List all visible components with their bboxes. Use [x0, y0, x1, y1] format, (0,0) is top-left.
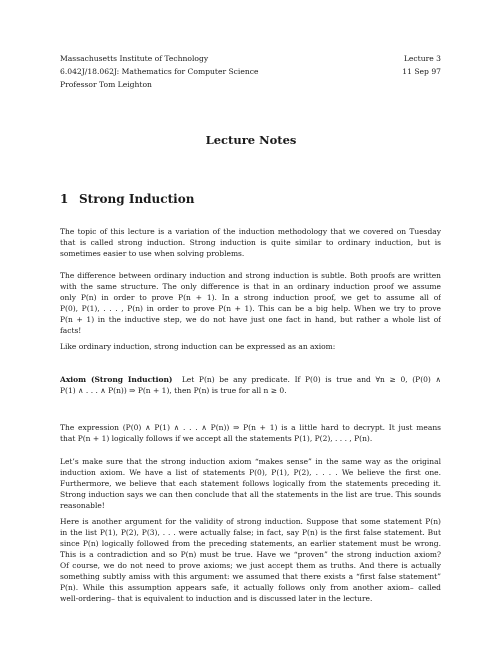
text-line: sometimes easier to use when solving problems. — [60, 249, 245, 258]
lecture-number: Lecture 3 — [403, 54, 441, 63]
course-name: 6.042J/18.062J: Mathematics for Computer Science — [60, 67, 259, 76]
text-line — [60, 374, 441, 385]
header-row-2 — [60, 67, 441, 77]
text-line: that is called strong induction. Strong induction is quite similar to ordinary induction, but is — [60, 238, 441, 247]
text-line: Of course, we do not need to prove axioms; we just accept them as truths. And there is actually — [60, 561, 441, 570]
paragraph-intro — [60, 226, 441, 259]
section-number: 1 — [60, 192, 69, 206]
paragraph-another-argument — [60, 516, 441, 604]
institution: Massachusetts Institute of Technology — [60, 54, 209, 63]
header-row-1 — [60, 54, 441, 64]
instructor: Professor Tom Leighton — [60, 80, 152, 89]
page-title: Lecture Notes — [205, 133, 297, 147]
paragraph-difference — [60, 270, 441, 336]
text-line: since P(n) logically followed from the preceding statements, an earlier statement must be wrong. — [60, 539, 441, 548]
text-line: Like ordinary induction, strong induction can be expressed as an axiom: — [60, 342, 336, 351]
text-line: P(n + 1) in the inductive step, we do not have just one fact in hand, but rather a whole list of — [60, 315, 441, 324]
text-line: Let’s make sure that the strong induction axiom “makes sense” in the same way as the original — [60, 457, 441, 466]
lecture-date: 11 Sep 97 — [402, 67, 441, 76]
text-line: The expression (P(0) ∧ P(1) ∧ . . . ∧ P(n)) ⇒ P(n + 1) is a little hard to decrypt. It just means — [60, 423, 441, 432]
header-row-3 — [60, 80, 441, 90]
text-line: This is a contradiction and so P(n) must be true. Have we “proven” the strong induction axiom? — [60, 550, 441, 559]
section-heading — [60, 192, 194, 206]
text-line: only P(n) in order to prove P(n + 1). In a strong induction proof, we get to assume all of — [60, 293, 441, 302]
text-line: Furthermore, we believe that each statement follows logically from the statements preceding it. — [60, 479, 441, 488]
text-line: in the list P(1), P(2), P(3), . . . were actually false; in fact, say P(n) is the first false statement. But — [60, 528, 441, 537]
text-line: P(0), P(1), . . . , P(n) in order to prove P(n + 1). This can be a big help. When we try to prove — [60, 304, 441, 313]
text-line: with the same structure. The only difference is that in an ordinary induction proof we assume — [60, 282, 441, 291]
axiom-label: Axiom (Strong Induction) — [60, 375, 173, 384]
paragraph-expression — [60, 422, 441, 444]
text-line: The difference between ordinary induction and strong induction is subtle. Both proofs are written — [60, 271, 441, 280]
text-line: facts! — [60, 326, 82, 335]
text-line: induction axiom. We have a list of statements P(0), P(1), P(2), . . . . We believe the first one. — [60, 468, 441, 477]
text-line: well-ordering– that is equivalent to induction and is discussed later in the lecture. — [60, 594, 373, 603]
text-line: reasonable! — [60, 501, 105, 510]
text-line: Here is another argument for the validity of strong induction. Suppose that some statement P(n) — [60, 517, 441, 526]
section-title: Strong Induction — [79, 192, 195, 206]
paragraph-like-ordinary — [60, 341, 441, 352]
text-line: Strong induction says we can then conclude that all the statements in the list are true. This sounds — [60, 490, 441, 499]
text-line: The topic of this lecture is a variation of the induction methodology that we covered on Tuesday — [60, 227, 441, 236]
text-line: something subtly amiss with this argument: we assumed that there exists a “first false statement” — [60, 572, 441, 581]
text-line: P(n). While this assumption appears safe, it actually follows only from another axiom– called — [60, 583, 441, 592]
text-line: that P(n + 1) logically follows if we accept all the statements P(1), P(2), . . . , P(n). — [60, 434, 373, 443]
paragraph-makes-sense — [60, 456, 441, 511]
text-line: P(1) ∧ . . . ∧ P(n)) ⇒ P(n + 1), then P(n) is true for all n ≥ 0. — [60, 386, 287, 395]
axiom-text: Let P(n) be any predicate. If P(0) is true and ∀n ≥ 0, (P(0) ∧ — [181, 375, 441, 384]
axiom-strong-induction — [60, 374, 441, 396]
